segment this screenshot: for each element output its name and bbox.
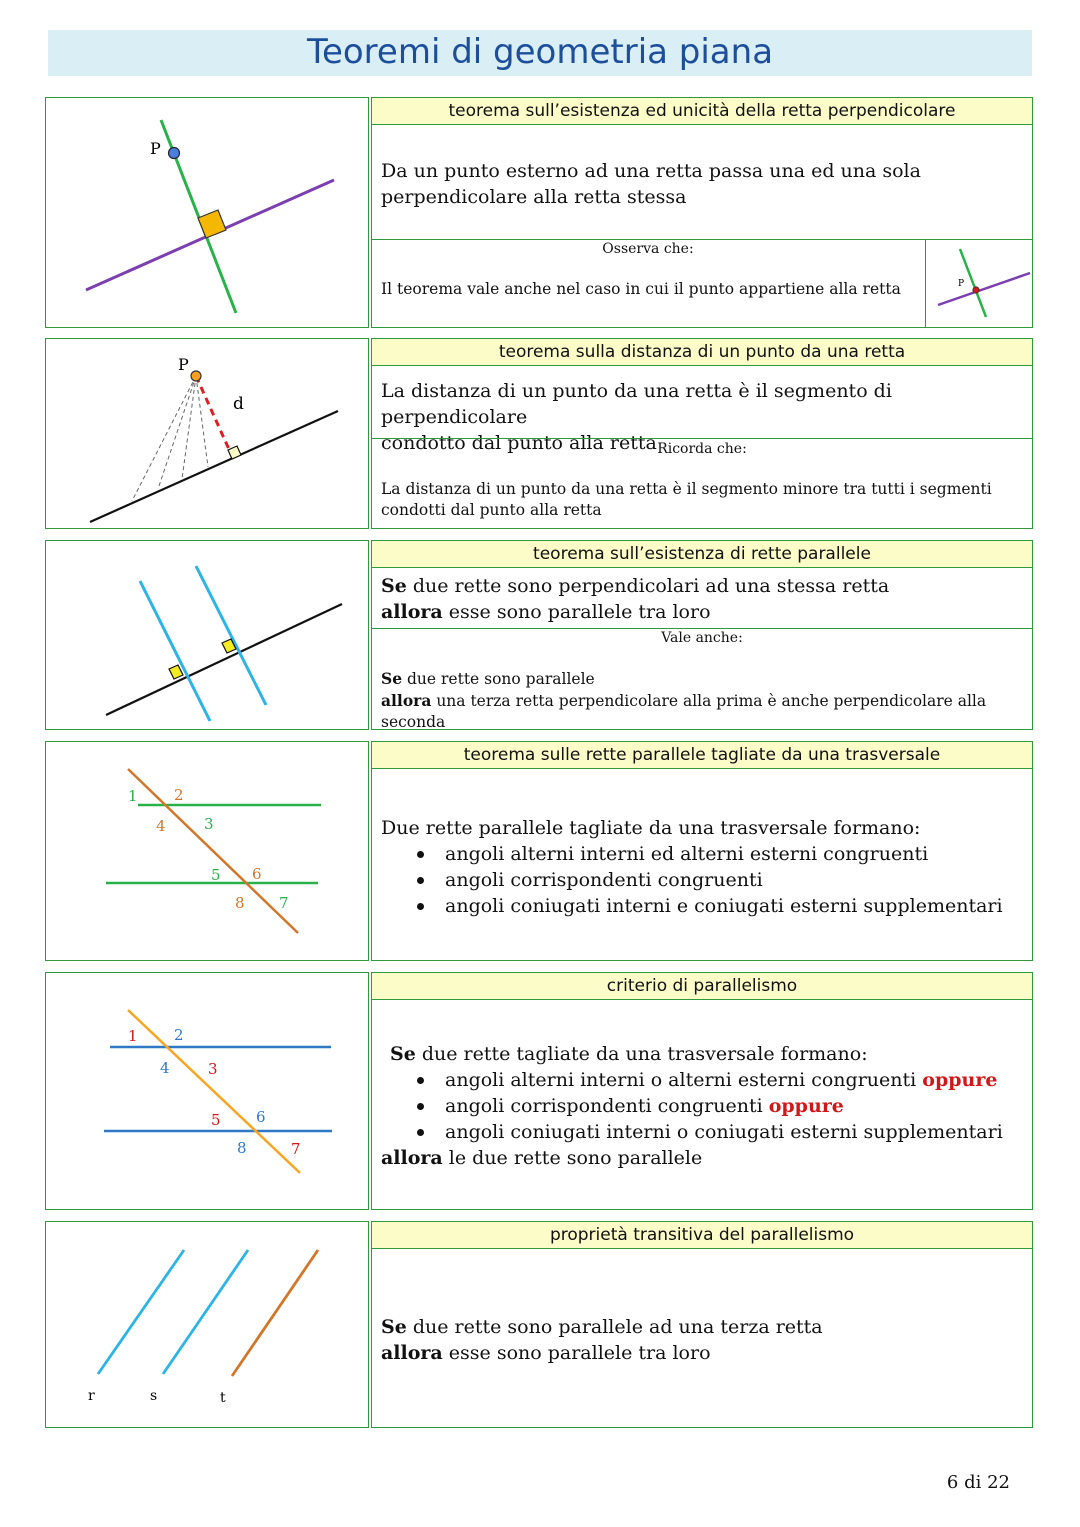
note-line: seconda <box>381 713 446 731</box>
bullet-text: angoli corrispondenti congruenti <box>445 1095 763 1117</box>
theorem-statement <box>381 158 1022 210</box>
note-line <box>381 668 1020 690</box>
angle-label: 1 <box>128 787 138 805</box>
note-text <box>381 479 1020 521</box>
right-angle-mark <box>228 446 241 459</box>
angle-label: 4 <box>160 1059 170 1077</box>
theorem-heading: teorema sulla distanza di un punto da una retta <box>372 339 1032 366</box>
note-line: condotti dal punto alla retta <box>381 501 602 519</box>
figure-parallel-existence <box>45 540 369 730</box>
theorem-statement <box>381 815 1022 919</box>
statement-intro: due rette tagliate da una trasversale formano: <box>421 1043 868 1065</box>
theorem-heading: criterio di parallelismo <box>372 973 1032 1000</box>
theorem-heading: proprietà transitiva del parallelismo <box>372 1222 1032 1249</box>
right-angle-mark <box>169 665 183 679</box>
mini-perpendicular-diagram <box>926 239 1032 327</box>
theorem-heading: teorema sull’esistenza di rette parallele <box>372 541 1032 568</box>
bullet-text: angoli coniugati interni o coniugati esterni supplementari <box>445 1121 1003 1143</box>
distance-segment <box>196 376 232 456</box>
base-line <box>90 411 338 522</box>
oblique-segment <box>158 376 196 489</box>
section-transitive-property <box>45 1221 1033 1428</box>
if-word: Se <box>390 1043 416 1065</box>
theorem-heading: teorema sulle rette parallele tagliate da una trasversale <box>372 742 1032 769</box>
then-word: allora <box>381 691 432 710</box>
statement-conclusion: le due rette sono parallele <box>448 1147 703 1169</box>
parallelism-criterion-diagram <box>46 973 370 1211</box>
note-line <box>381 690 1020 712</box>
statement-line: perpendicolare alla retta stessa <box>381 186 687 208</box>
line-r <box>98 1250 184 1374</box>
if-word: Se <box>381 575 407 597</box>
bullet-item <box>399 1093 1022 1119</box>
note-label: Vale anche: <box>661 630 743 646</box>
transversal-line <box>128 1010 300 1173</box>
angle-label: 8 <box>235 894 245 912</box>
section-perpendicular <box>45 97 1033 328</box>
angle-label: 5 <box>211 866 221 884</box>
if-word: Se <box>381 1316 407 1338</box>
parallel-existence-diagram <box>46 541 370 731</box>
label-r: r <box>88 1388 95 1404</box>
title-bar <box>48 30 1032 76</box>
section-distance <box>45 338 1033 529</box>
statement-line: condotto dal punto alla retta <box>381 432 657 454</box>
blue-line-1 <box>140 581 210 721</box>
bullet-item <box>399 1119 1022 1145</box>
bullet-item: angoli coniugati interni e coniugati esterni supplementari <box>399 893 1022 919</box>
transversal-line <box>128 769 298 933</box>
figure-transitive-property <box>45 1221 369 1428</box>
theorem-statement <box>381 1041 1022 1171</box>
angle-label: 1 <box>128 1027 138 1045</box>
angle-label: 2 <box>174 1026 184 1044</box>
mini-label-p: P <box>958 279 965 289</box>
mini-purple-line <box>938 273 1030 305</box>
page-number: 6 di 22 <box>946 1472 1010 1493</box>
figure-transversal <box>45 741 369 961</box>
if-word: Se <box>381 669 403 688</box>
bullet-list <box>381 1067 1022 1145</box>
note-line-text: una terza retta perpendicolare alla prima è anche perpendicolare alla <box>436 692 987 710</box>
bullet-text: angoli alterni interni o alterni esterni congruenti <box>445 1069 917 1091</box>
angle-label: 3 <box>204 815 214 833</box>
statement-intro-line <box>381 1041 1022 1067</box>
angle-label: 4 <box>156 817 166 835</box>
statement-line: Da un punto esterno ad una retta passa una ed una sola <box>381 160 921 182</box>
statement-text: esse sono parallele tra loro <box>448 1342 711 1364</box>
note-label: Ricorda che: <box>657 441 747 457</box>
right-angle-mark <box>198 210 226 238</box>
blue-line-2 <box>196 566 266 705</box>
statement-text: esse sono parallele tra loro <box>448 601 711 623</box>
theorem-box-5 <box>371 972 1033 1210</box>
mini-figure <box>925 239 1032 327</box>
perpendicular-diagram <box>46 98 370 329</box>
angle-label: 3 <box>208 1060 218 1078</box>
angle-label: 7 <box>279 894 289 912</box>
then-word: allora <box>381 1147 443 1169</box>
statement-line <box>381 1314 1022 1340</box>
transitive-diagram <box>46 1222 370 1429</box>
divider <box>372 438 1032 439</box>
figure-distance <box>45 338 369 529</box>
note-label: Osserva che: <box>602 241 694 257</box>
bullet-item <box>399 1067 1022 1093</box>
section-transversal <box>45 741 1033 961</box>
label-p: P <box>150 139 161 158</box>
section-parallel-existence <box>45 540 1033 730</box>
label-p: P <box>178 355 189 374</box>
point-p <box>169 148 180 159</box>
theorem-box-2 <box>371 338 1033 529</box>
theorem-box-4 <box>371 741 1033 961</box>
line-s <box>163 1250 248 1374</box>
label-t: t <box>220 1390 226 1406</box>
note-line-text: due rette sono parallele <box>407 670 595 688</box>
theorem-statement <box>381 573 1022 625</box>
theorem-statement <box>381 1314 1022 1366</box>
statement-text: due rette sono parallele ad una terza retta <box>412 1316 823 1338</box>
theorem-box-3 <box>371 540 1033 730</box>
figure-parallelism-criterion <box>45 972 369 1210</box>
angle-label: 6 <box>252 865 262 883</box>
angle-label: 6 <box>256 1108 266 1126</box>
bullet-list <box>381 841 1022 919</box>
then-word: allora <box>381 1342 443 1364</box>
mini-point <box>973 287 979 293</box>
theorem-box-6 <box>371 1221 1033 1428</box>
angle-label: 2 <box>174 786 184 804</box>
statement-line <box>381 599 1022 625</box>
theorem-box-1 <box>371 97 1033 328</box>
statement-line: La distanza di un punto da una retta è il segmento di perpendicolare <box>381 380 892 428</box>
distance-diagram <box>46 339 370 530</box>
bullet-item: angoli corrispondenti congruenti <box>399 867 1022 893</box>
theorem-heading: teorema sull’esistenza ed unicità della retta perpendicolare <box>372 98 1032 125</box>
angle-label: 8 <box>237 1139 247 1157</box>
statement-line <box>381 1340 1022 1366</box>
note-text <box>381 668 1020 733</box>
figure-perpendicular <box>45 97 369 328</box>
point-p <box>191 371 201 381</box>
statement-conclusion-line <box>381 1145 1022 1171</box>
divider <box>372 628 1032 629</box>
or-word: oppure <box>768 1095 844 1117</box>
note-area <box>372 239 924 327</box>
oblique-segment <box>132 376 196 501</box>
statement-line <box>381 573 1022 599</box>
statement-intro: Due rette parallele tagliate da una trasversale formano: <box>381 817 921 839</box>
note-text: Il teorema vale anche nel caso in cui il punto appartiene alla retta <box>381 280 901 298</box>
note-line: La distanza di un punto da una retta è il segmento minore tra tutti i segmenti <box>381 480 992 498</box>
then-word: allora <box>381 601 443 623</box>
label-s: s <box>150 1388 158 1404</box>
transversal-diagram <box>46 742 370 962</box>
angle-label: 7 <box>291 1140 301 1158</box>
or-word: oppure <box>922 1069 998 1091</box>
bullet-item: angoli alterni interni ed alterni esterni congruenti <box>399 841 1022 867</box>
page-title: Teoremi di geometria piana <box>306 32 774 72</box>
angle-label: 5 <box>211 1111 221 1129</box>
label-d: d <box>233 394 244 414</box>
section-parallelism-criterion <box>45 972 1033 1210</box>
statement-text: due rette sono perpendicolari ad una stessa retta <box>412 575 890 597</box>
line-t <box>232 1250 318 1376</box>
oblique-segment <box>182 376 196 479</box>
